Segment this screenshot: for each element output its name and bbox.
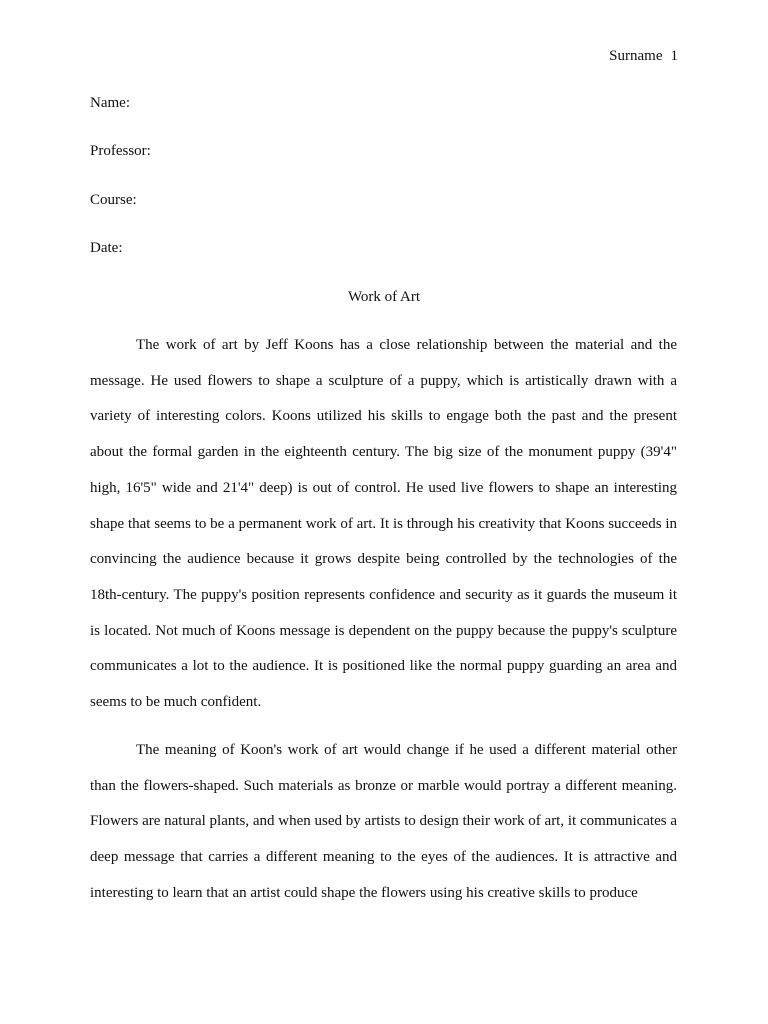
document-title: Work of Art [347,289,421,305]
course-field: Course: [90,192,137,208]
body-paragraph-1: The work of art by Jeff Koons has a close relationship between the material and the message. He used flowers to shape a sculpture of a puppy, which is artistically drawn with a variety of interesting colors. Koons utilized his skills to engage both the past and the present about the formal garden in the eighteenth century. The big size of the monument puppy (39'4" high, 16'5" wide and 21'4" deep) is out of control. He used live flowers to shape an interesting shape that seems to be a permanent work of art. It is through his creativity that Koons succeeds in convincing the audience because it grows despite being controlled by the technologies of the 18th-century. The puppy's position represents confidence and security as it guards the museum it is located. Not much of Koons message is dependent on the puppy because the puppy's sculpture communicates a lot to the audience. It is positioned like the normal puppy guarding an area and seems to be much confident. [90,337,677,711]
page-header [609,47,678,65]
name-field: Name: [90,95,130,111]
body-paragraph-2: The meaning of Koon's work of art would change if he used a different material other than the flowers-shaped. Such materials as bronze or marble would portray a different meaning. Flowers are natural plants, and when used by artists to design their work of art, it communicates a deep message that carries a different meaning to the eyes of the audiences. It is attractive and interesting to learn that an artist could shape the flowers using his creative skills to produce [90,742,677,901]
professor-field: Professor: [90,143,151,159]
page-number: 1 [670,48,678,64]
date-field: Date: [90,240,123,256]
header-surname: Surname [609,48,663,64]
